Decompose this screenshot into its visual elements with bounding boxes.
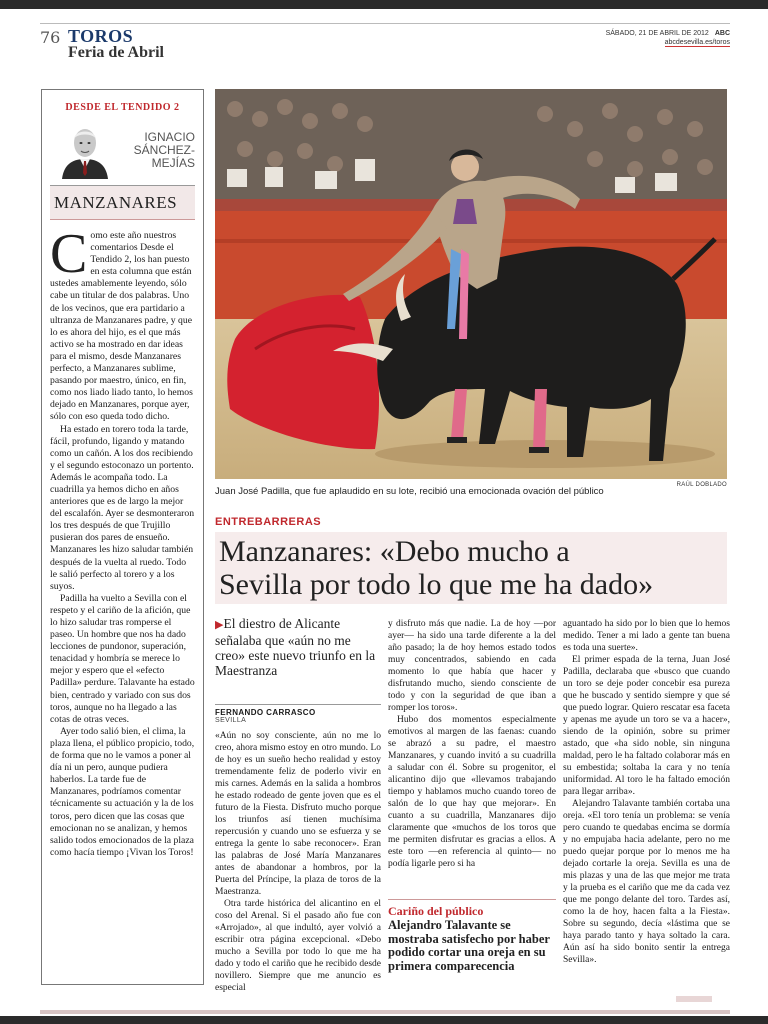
top-bar	[0, 0, 768, 9]
article-column-3	[563, 618, 730, 966]
article-column-2	[388, 618, 556, 870]
section-url[interactable]: abcdesevilla.es/toros	[664, 39, 730, 46]
opinion-paragraph: Ha estado en torero toda la tarde, fácil, profundo, ligando y matando como un cañón. A los dos recibiendo y el segundo estoconazo un portento. Además le acompaña todo. La cuadrilla ya hemos dicho en años anteriores que es de largo la mejor del escalafón. Ayer se desmonteraron los tres después de que Trujillo pusieran dos pares de ensueño. Manzanares les hizo saludar también después de la vuelta al ruedo. Todo le salió perfecto al torero y a los suyos.	[50, 423, 195, 592]
article-paragraph: y disfruto más que nadie. La de hoy —por ayer— ha sido una tarde diferente a la del año pasado; la de hoy hemos estado todos muy concentrados, sabiendo en cada momento lo que había que hacer y disfrutando mucho, siendo consciente de todo y con la seguridad de que iban a romper los toros».	[388, 619, 556, 713]
article-paragraph: aguantado ha sido por lo bien que lo hemos medido. Tener a mi lado a gente tan buena es toda una suerte».	[563, 619, 730, 653]
bottom-accent	[40, 1010, 730, 1014]
byline-city: SEVILLA	[215, 717, 247, 724]
photo-caption: Juan José Padilla, que fue aplaudido en su lote, recibió una emocionada ovación del público	[215, 486, 604, 497]
opinion-paragraph: Padilla ha vuelto a Sevilla con el respeto y el cariño de la afición, que lo hizo saludar tras romperse el paseo. Un hombre que nos ha dado lecciones de pundonor, superación, tenacidad y hombría se merece lo mejor y espero que el «efecto Padilla» perdure. Talavante ha estado bien, centrado y variado con sus dos toros, aunque no ha llegado a las cotas de otras veces.	[50, 592, 195, 725]
opinion-paragraph: Ayer todo salió bien, el clima, la plaza llena, el público propicio, todo, de forma que no le vamos a poner al día ni un pero, aunque pudiera haberlos. La tarde fue de Manzanares, podríamos comentar técnicamente su actuación y la de los toros, pero dicen que las cosas que emocionan no se analizan, y hemos salido todos emocionados de la plaza como hacía tiempo ¡Vivan los Toros!	[50, 725, 195, 858]
article-paragraph: «Aún no soy consciente, aún no me lo creo, ahora mismo estoy en otro mundo. Lo de hoy es un sueño hecho realidad y estoy tremendamente feliz de poderlo vivir en mis carnes. Además en la salida a hombros he estado rodeado de gente joven que es el futuro de la Fiesta. Disfruto mucho porque los triunfos así tienen muchísima repercusión y cuando uno se esfuerza y se entrega la gente lo sabe reconocer». Eran las palabras de José María Manzanares antes de abandonar a hombros, por la Puerta del Príncipe, la plaza de toros de la Maestranza.	[215, 731, 381, 897]
triangle-bullet-icon: ▶	[215, 619, 224, 631]
article-paragraph: Alejandro Talavante también cortaba una oreja. «El toro tenía un problema: se venía pero cuando te quedabas encima se dormía y no empujaba hacia adelante, pero no me puedo quejar porque por lo menos me ha dejado cortarle la oreja. Sevilla es una de mis plazas y una de las que mejor me trata y la prueba es el cariño que me da cada vez que me pongo delante del toro. Tardes así, como la de hoy, hacen falta a la Fiesta». Sobre su segundo, decía «lástima que se haya parado tanto y haya soltado la cara. Aún así ha sido bonito sentir la entrega Sevilla».	[563, 799, 730, 965]
author-name: IGNACIO SÁNCHEZ- MEJÍAS	[133, 130, 195, 170]
author-block	[50, 121, 195, 185]
author-portrait-icon	[56, 123, 114, 179]
header-rule	[40, 23, 730, 24]
drop-cap: C	[50, 223, 88, 285]
section-title: TOROS	[68, 26, 134, 46]
byline	[215, 704, 381, 724]
article-deck: ▶El diestro de Alicante señalaba que «aún no me creo» este nuevo triunfo en la Maestranza	[215, 616, 376, 678]
article-paragraph: El primer espada de la terna, Juan José Padilla, declaraba que «busco que cuando un toro se deje poder concebir esa pureza que he buscado y sentido siempre y que sé que puedo lograr. Quiero rescatar esa faceta y apenas me ayude un toro se va a hacer», siendo de la opinión, sobre su primer astado, que «ha sido noble, sin ninguna maldad, pero le ha faltado colaborar más en su embestida; soltaba la cara y no tenía uniformidad. Al toro le ha faltado emoción para llegar arriba».	[563, 655, 730, 797]
bullfight-photo	[215, 89, 727, 479]
opinion-body	[50, 223, 195, 859]
header-meta	[606, 30, 730, 47]
paper-name: ABC	[714, 30, 730, 37]
sidebar-kicker: Cariño del público	[388, 904, 484, 918]
page-header	[40, 26, 730, 66]
article-column-1	[215, 730, 381, 994]
opinion-paragraph: Como este año nuestros comentarios Desde el Tendido 2, los han puesto en esta columna que están ustedes amablemente leyendo, sólo cabe un titular de dos palabras. Uno de los vecinos, que era partidario a ultranza de Manzanares padre, y que lo es ahora del hijo, es el que más activo se ha mostrado en dar ideas para el mismo, desde Manzanares perfecto, a Manzanares sublime, pasando por maestro, único, en fin, como nos liado liado tanto, lo hemos dejado en Manzanares, porque ayer, sólo con eso queda todo dicho.	[50, 223, 193, 423]
byline-author: FERNANDO CARRASCO	[215, 708, 316, 717]
photo-credit: RAÚL DOBLADO	[676, 482, 727, 488]
bottom-bar	[0, 1016, 768, 1024]
end-accent	[676, 996, 712, 1002]
sidebar-box	[388, 899, 556, 973]
opinion-column	[41, 89, 204, 985]
article-kicker: ENTREBARRERAS	[215, 516, 322, 528]
opinion-kicker: DESDE EL TENDIDO 2	[65, 102, 180, 113]
article-paragraph: Hubo dos momentos especialmente emotivos al margen de las faenas: cuando se abrazó a su padre, el maestro Manzanares, y cuando invitó a su cuadrilla a saludar con él. Sobre su progenitor, el alicantino dijo que «llevamos trabajando tiempo y hablamos mucho cuando toreo de salón de lo que hay que mejorar». En cuanto a su cuadrilla, Manzanares dijo claramente que «muchos de los toros que me permiten disfrutar es gracias a ellos. A este toro —en referencia al quinto— no podía ligarle pero si ha	[388, 715, 556, 869]
article-headline: Manzanares: «Debo mucho a Sevilla por todo lo que me ha dado»	[215, 532, 727, 604]
opinion-title: MANZANARES	[50, 185, 195, 220]
sidebar-text: Alejandro Talavante se mostraba satisfecho por haber podido cortar una oreja en su primera comparecencia	[388, 918, 550, 973]
bullfight-photo-icon	[215, 89, 727, 479]
subsection-title: Feria de Abril	[68, 44, 164, 61]
page-number: 76	[40, 28, 61, 47]
issue-date: SÁBADO, 21 DE ABRIL DE 2012	[605, 30, 709, 37]
article-paragraph: Otra tarde histórica del alicantino en el coso del Arenal. Si el pasado año fue con «Arrojado», al que indultó, ayer volvió a escribir otra página excepcional. «Debo mucho a Sevilla por todo lo que me ha dado y todo el cariño que he recibido desde novillero. Siempre que me anuncio es especial	[215, 899, 381, 993]
